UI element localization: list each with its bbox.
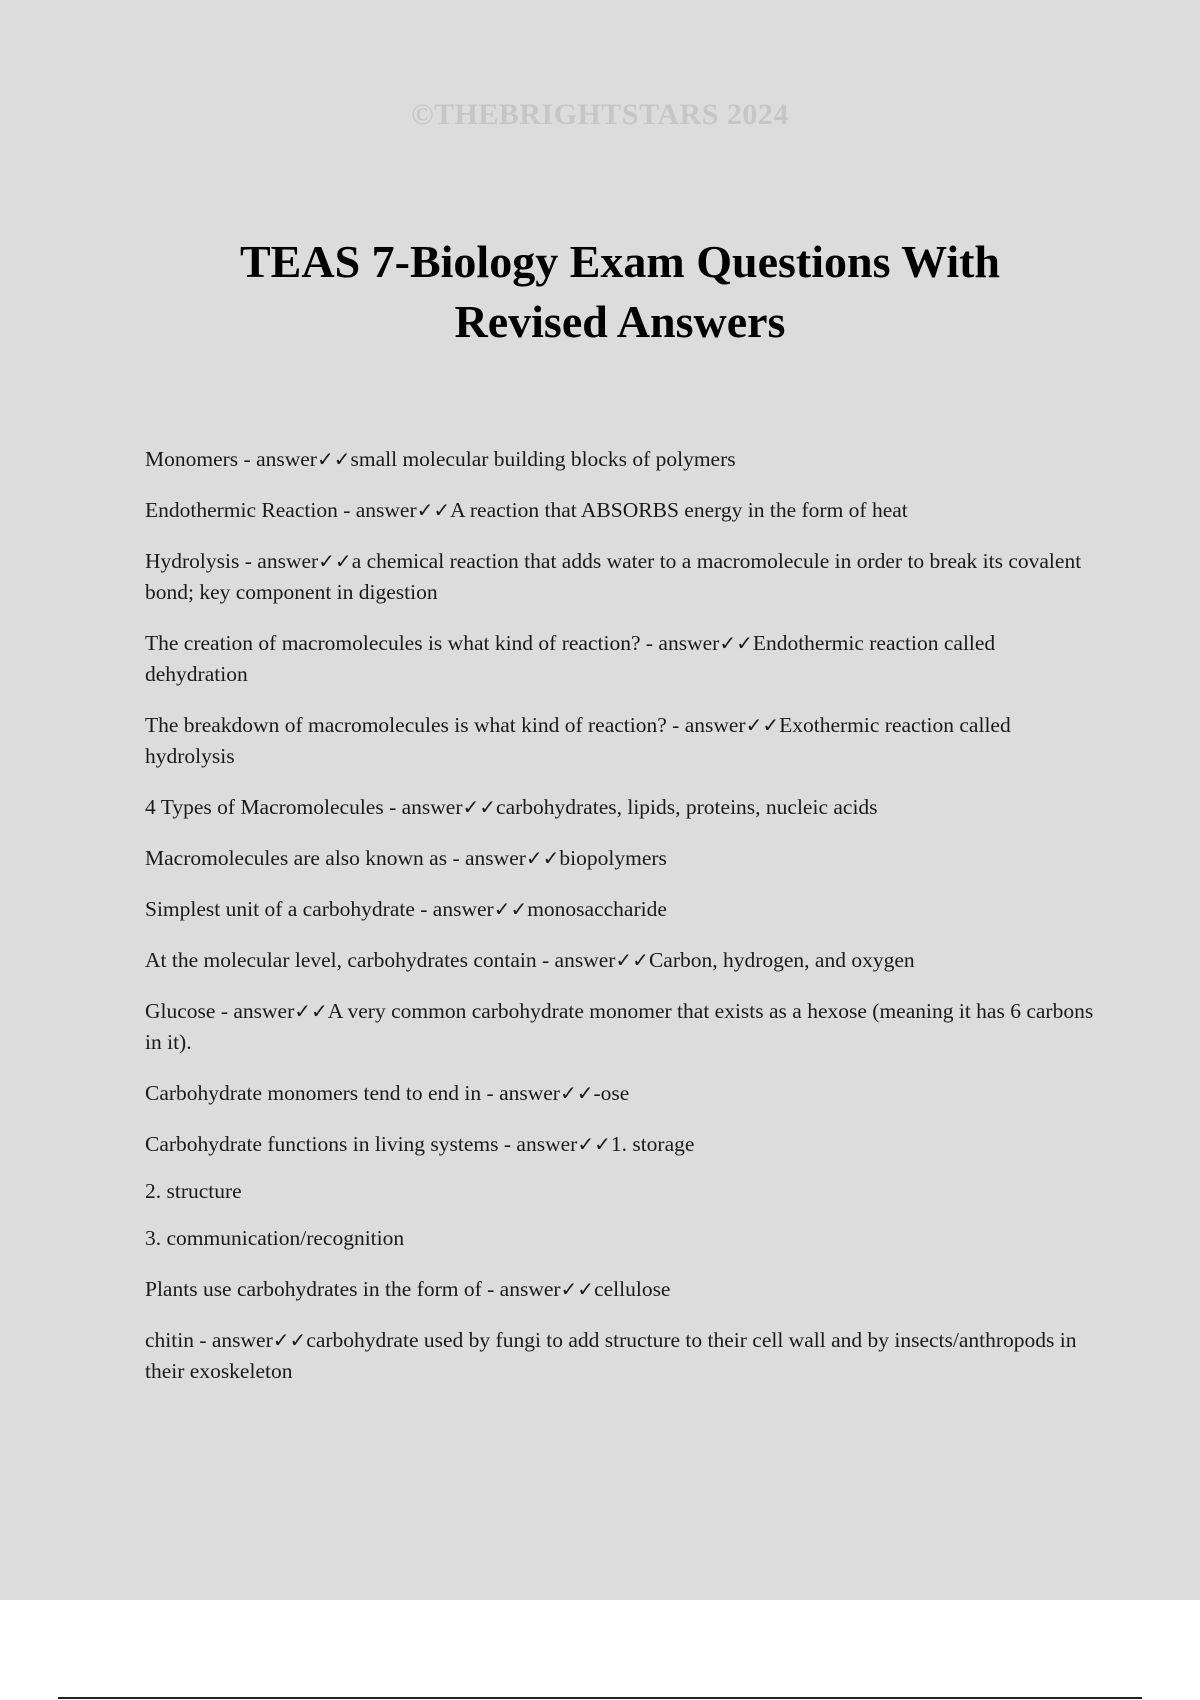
qa-answer: carbohydrates, lipids, proteins, nucleic acids — [496, 795, 878, 819]
qa-answer: monosaccharide — [527, 897, 667, 921]
qa-term: Simplest unit of a carbohydrate - — [145, 897, 433, 921]
qa-term: Glucose - — [145, 999, 234, 1023]
check-marks: ✓✓ — [615, 948, 649, 972]
check-marks: ✓✓ — [577, 1132, 611, 1156]
qa-item — [145, 444, 1095, 475]
answer-marker: answer — [516, 1132, 578, 1156]
check-marks: ✓✓ — [560, 1277, 595, 1301]
continuation-line: 2. structure — [145, 1179, 242, 1203]
qa-answer: -ose — [593, 1081, 630, 1105]
answer-marker: answer — [432, 897, 494, 921]
check-marks: ✓✓ — [525, 846, 560, 870]
qa-answer: a chemical reaction that adds water to a macromolecule in order to break its covalent bond; key component in digestion — [145, 549, 1082, 604]
check-marks: ✓✓ — [745, 713, 780, 737]
qa-term: At the molecular level, carbohydrates contain - — [145, 948, 555, 972]
qa-item — [145, 710, 1095, 772]
qa-term: Macromolecules are also known as - — [145, 846, 466, 870]
qa-answer: Carbon, hydrogen, and oxygen — [648, 948, 915, 972]
qa-item — [145, 628, 1095, 690]
qa-item — [145, 495, 1095, 526]
qa-item — [145, 792, 1095, 823]
qa-term: Carbohydrate monomers tend to end in - — [145, 1081, 500, 1105]
qa-term: Hydrolysis - — [145, 549, 258, 573]
qa-answer: carbohydrate used by fungi to add structure to their cell wall and by insects/anthropods in their exoskeleton — [145, 1328, 1077, 1383]
document-title: TEAS 7-Biology Exam Questions With Revised Answers — [239, 236, 1000, 347]
answer-marker: answer — [355, 498, 417, 522]
footer-rule — [58, 1697, 1142, 1699]
qa-term: The creation of macromolecules is what kind of reaction? - — [145, 631, 659, 655]
qa-answer: Endothermic reaction called dehydration — [145, 631, 996, 686]
qa-term: chitin - — [145, 1328, 212, 1352]
qa-term: 4 Types of Macromolecules - — [145, 795, 402, 819]
check-marks: ✓✓ — [559, 1081, 594, 1105]
qa-answer: A very common carbohydrate monomer that exists as a hexose (meaning it has 6 carbons in it). — [145, 999, 1094, 1054]
continuation-line: 3. communication/recognition — [145, 1226, 405, 1250]
qa-item — [145, 843, 1095, 874]
qa-term: Carbohydrate functions in living systems - — [145, 1132, 517, 1156]
qa-answer: biopolymers — [559, 846, 667, 870]
check-marks: ✓✓ — [416, 498, 451, 522]
answer-marker: answer — [233, 999, 295, 1023]
qa-answer: cellulose — [594, 1277, 671, 1301]
answer-marker: answer — [211, 1328, 273, 1352]
qa-term: Plants use carbohydrates in the form of - — [145, 1277, 500, 1301]
qa-item — [145, 546, 1095, 608]
qa-answer: 1. storage — [610, 1132, 695, 1156]
qa-item — [145, 945, 1095, 976]
answer-marker: answer — [499, 1277, 561, 1301]
answer-marker: answer — [684, 713, 746, 737]
qa-item — [145, 1325, 1095, 1387]
qa-item — [145, 1274, 1095, 1305]
qa-item — [145, 1129, 1095, 1160]
qa-item — [145, 894, 1095, 925]
answer-marker: answer — [465, 846, 526, 870]
qa-list — [145, 444, 1095, 1407]
watermark: ©THEBRIGHTSTARS 2024 — [411, 98, 789, 131]
check-marks: ✓✓ — [318, 549, 352, 573]
answer-marker: answer — [257, 549, 319, 573]
qa-item — [145, 1078, 1095, 1109]
check-marks: ✓✓ — [294, 999, 328, 1023]
check-marks: ✓✓ — [272, 1328, 307, 1352]
qa-answer: A reaction that ABSORBS energy in the form of heat — [450, 498, 908, 522]
answer-marker: answer — [554, 948, 616, 972]
answer-marker: answer — [658, 631, 720, 655]
check-marks: ✓✓ — [462, 795, 497, 819]
check-marks: ✓✓ — [493, 897, 528, 921]
qa-item — [145, 996, 1095, 1058]
answer-marker: answer — [256, 447, 317, 471]
check-marks: ✓✓ — [316, 447, 351, 471]
qa-term: Monomers - — [145, 447, 257, 471]
qa-answer: Exothermic reaction called hydrolysis — [145, 713, 1011, 768]
answer-marker: answer — [401, 795, 463, 819]
qa-term: Endothermic Reaction - — [145, 498, 356, 522]
check-marks: ✓✓ — [719, 631, 753, 655]
qa-answer: small molecular building blocks of polymers — [350, 447, 736, 471]
qa-term: The breakdown of macromolecules is what kind of reaction? - — [145, 713, 685, 737]
answer-marker: answer — [499, 1081, 560, 1105]
